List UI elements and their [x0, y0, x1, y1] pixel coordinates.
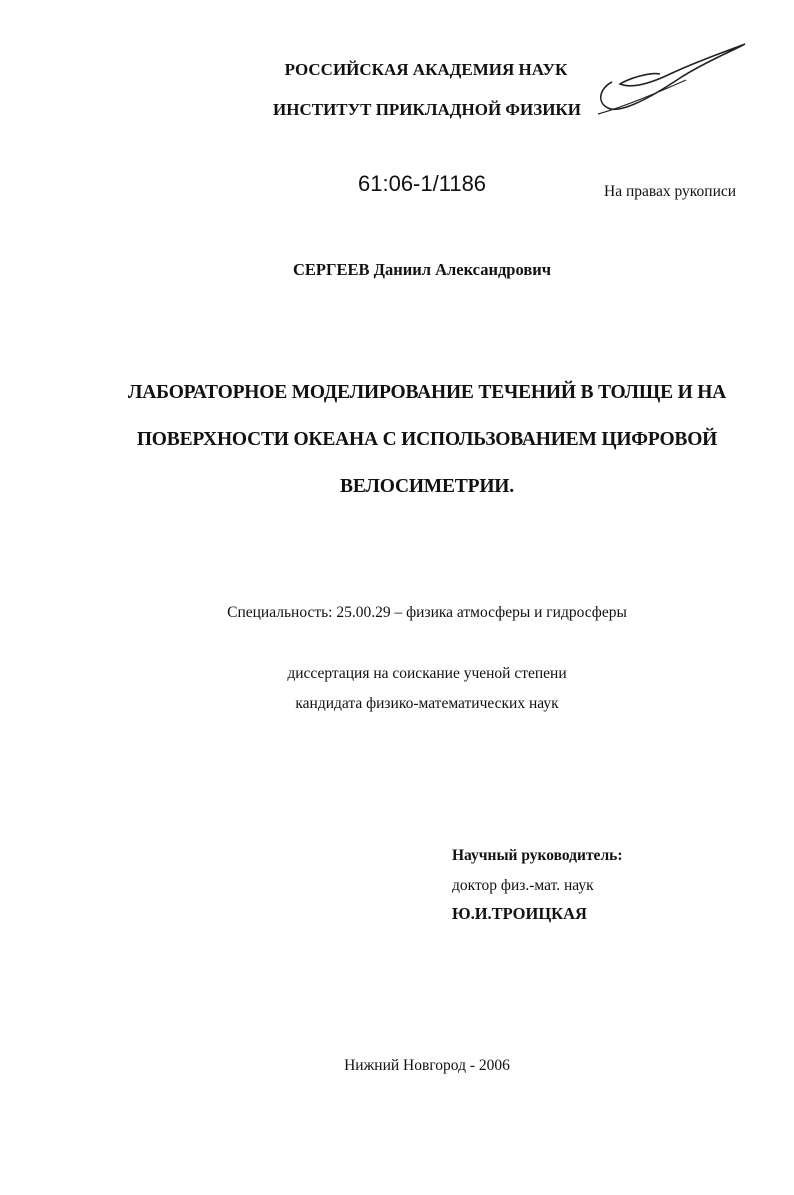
supervisor-name: Ю.И.ТРОИЦКАЯ: [452, 904, 587, 923]
academy-name: РОССИЙСКАЯ АКАДЕМИЯ НАУК: [284, 60, 568, 79]
degree-line-1: диссертация на соискание ученой степени: [287, 665, 567, 682]
title-line-2: ПОВЕРХНОСТИ ОКЕАНА С ИСПОЛЬЗОВАНИЕМ ЦИФРОВОЙ: [136, 429, 718, 450]
signature-icon: [590, 38, 750, 120]
title-line-1: ЛАБОРАТОРНОЕ МОДЕЛИРОВАНИЕ ТЕЧЕНИЙ В ТОЛЩЕ И НА: [127, 382, 727, 403]
author-name: [293, 262, 551, 279]
author-given-names: Даниил Александрович: [373, 260, 552, 279]
manuscript-note: На правах рукописи: [604, 183, 737, 200]
catalog-code: 61:06-1/1186: [358, 171, 487, 196]
city-year: Нижний Новгород - 2006: [344, 1057, 510, 1074]
specialty: Специальность: 25.00.29 – физика атмосферы и гидросферы: [227, 604, 627, 621]
supervisor-degree: доктор физ.-мат. наук: [452, 877, 594, 894]
institute-name: ИНСТИТУТ ПРИКЛАДНОЙ ФИЗИКИ: [273, 100, 581, 119]
author-surname: СЕРГЕЕВ: [292, 260, 370, 279]
title-line-3: ВЕЛОСИМЕТРИИ.: [340, 476, 514, 497]
degree-line-2: кандидата физико-математических наук: [295, 695, 559, 712]
supervisor-heading: Научный руководитель:: [452, 847, 623, 864]
